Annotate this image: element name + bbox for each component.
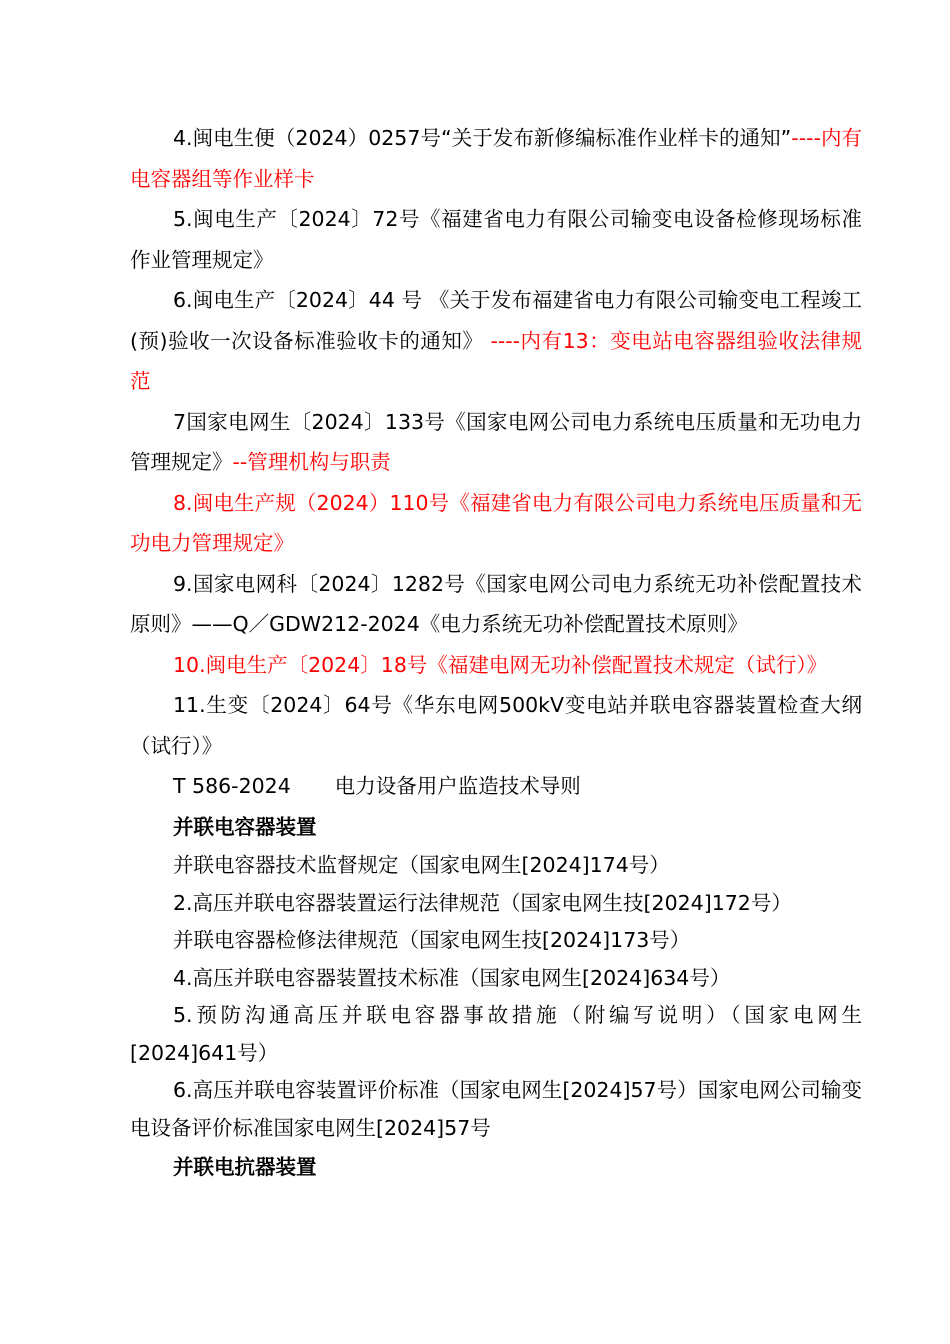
reference-text: 8.闽电生产规（2024）110号《福建省电力有限公司电力系统电压质量和无功电力管理规定》 xyxy=(130,490,862,555)
reference-text: 7国家电网生〔2024〕133号《国家电网公司电力系统电压质量和无功电力管理规定》 xyxy=(130,409,862,474)
standard-title: 电力设备用户监造技术导则 xyxy=(334,774,581,798)
reference-text: 11.生变〔2024〕64号《华东电网500kV变电站并联电容器装置检查大纲（试行）》 xyxy=(130,693,862,758)
reference-item-8 xyxy=(130,483,862,564)
standard-line xyxy=(130,766,862,807)
capacitor-line-6: 6.高压并联电容装置评价标准（国家电网生[2024]57号）国家电网公司输变电设备评价标准国家电网生[2024]57号 xyxy=(130,1078,862,1140)
capacitor-line-1: 并联电容器技术监督规定（国家电网生[2024]174号） xyxy=(173,853,670,877)
reference-item-6 xyxy=(130,280,862,402)
reference-text: 9.国家电网科〔2024〕1282号《国家电网公司电力系统无功补偿配置技术原则》——Q／GDW212-2024《电力系统无功补偿配置技术原则》 xyxy=(130,571,862,636)
reference-item-10 xyxy=(130,645,862,686)
reference-item-7 xyxy=(130,402,862,483)
reference-note: ----内有电容器组等作业样卡 xyxy=(130,126,863,191)
reference-note: --管理机构与职责 xyxy=(232,450,391,474)
standard-code: T 586-2024 xyxy=(173,774,291,798)
reference-item-4 xyxy=(130,118,862,199)
reference-text: 10.闽电生产〔2024〕18号《福建电网无功补偿配置技术规定（试行）》 xyxy=(173,652,828,677)
reference-note: ----内有13：变电站电容器组验收法律规范 xyxy=(130,328,862,393)
reference-item-9 xyxy=(130,564,862,645)
capacitor-line-3: 并联电容器检修法律规范（国家电网生技[2024]173号） xyxy=(173,928,691,952)
capacitor-line-2: 2.高压并联电容器装置运行法律规范（国家电网生技[2024]172号） xyxy=(173,890,792,915)
section-heading-reactor: 并联电抗器装置 xyxy=(173,1155,317,1179)
reference-item-11 xyxy=(130,685,862,766)
reference-text: 6.闽电生产〔2024〕44 号 《关于发布福建省电力有限公司输变电工程竣工(预)验收一次设备标准验收卡的通知》 xyxy=(130,288,862,353)
section-heading-capacitor: 并联电容器装置 xyxy=(173,814,317,839)
reference-text: 5.闽电生产〔2024〕72号《福建省电力有限公司输变电设备检修现场标准作业管理规定》 xyxy=(130,207,862,272)
capacitor-line-5: 5.预防沟通高压并联电容器事故措施（附编写说明）（国家电网生[2024]641号） xyxy=(130,1003,862,1065)
reference-text: 4.闽电生便（2024）0257号“关于发布新修编标准作业样卡的通知” xyxy=(173,126,792,150)
capacitor-line-4: 4.高压并联电容器装置技术标准（国家电网生[2024]634号） xyxy=(173,965,731,990)
reference-item-5 xyxy=(130,199,862,280)
document-page xyxy=(130,118,862,1188)
